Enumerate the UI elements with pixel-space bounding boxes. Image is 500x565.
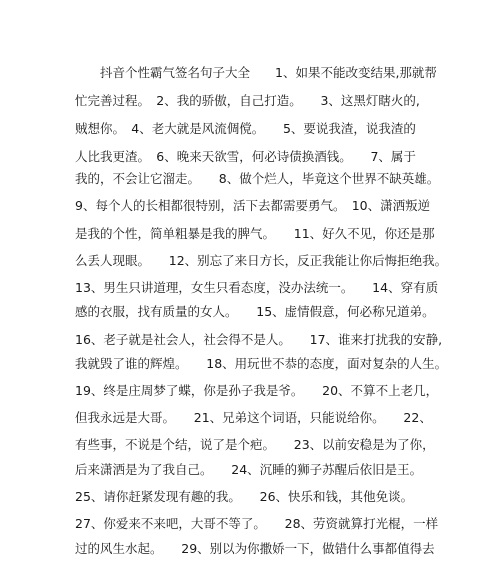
text-line: 16、老子就是社会人，社会得不是人。 17、谁来打扰我的安静, (75, 332, 443, 347)
text-line: 贼想你。 4、老大就是风流倜傥。 5、要说我渣，说我渣的 (75, 121, 416, 136)
text-line: 13、男生只讲道理，女生只看态度，没办法统一。 14、穿有质 (75, 280, 439, 295)
text-line: 是我的个性，简单粗暴是我的脾气。 11、好久不见，你还是那 (75, 226, 435, 241)
text-line: 忙完善过程。 2、我的骄傲，自己打造。 3、这黑灯瞎火的, (75, 93, 420, 108)
text-line: 人比我更渣。 6、晚来天欲雪，何必诗债换酒钱。 7、属于 (75, 149, 416, 164)
text-line: 有些事，不说是个结，说了是个疤。 23、以前安稳是为了你， (75, 437, 435, 452)
text-line: 后来潇洒是为了我自己。 24、沉睡的狮子苏醒后依旧是王。 (75, 462, 423, 477)
text-line: 我就毁了谁的辉煌。 18、用玩世不恭的态度，面对复杂的人生。 (75, 356, 448, 371)
text-line: 抖音个性霸气签名句子大全 1、如果不能改变结果,那就帮 (75, 65, 437, 80)
text-line: 感的衣服，找有质量的女人。 15、虚情假意，何必称兄道弟。 (75, 304, 435, 319)
text-line: 27、你爱来不来吧，大哥不等了。 28、劳资就算打光棍，一样 (75, 516, 439, 531)
text-line: 9、每个人的长相都很特别，活下去都需要勇气。 10、潇洒叛逆 (75, 198, 431, 213)
text-line: 我的，不会让它溜走。 8、做个烂人，毕竟这个世界不缺英雄。 (75, 171, 440, 186)
text-line: 19、终是庄周梦了蝶，你是孙子我是爷。 20、不算不上老几， (75, 383, 439, 398)
text-line: 25、请你赶紧发现有趣的我。 26、快乐和钱，其他免谈。 (75, 489, 414, 504)
text-line: 过的风生水起。 29、别以为你撒娇一下，做错什么事都值得去 (75, 541, 435, 556)
text-line: 么丢人现眼。 12、别忘了来日方长，反正我能让你后悔拒绝我。 (75, 253, 448, 268)
text-line: 但我永远是大哥。 21、兄弟这个词语，只能说给你。 22、 (75, 410, 432, 425)
